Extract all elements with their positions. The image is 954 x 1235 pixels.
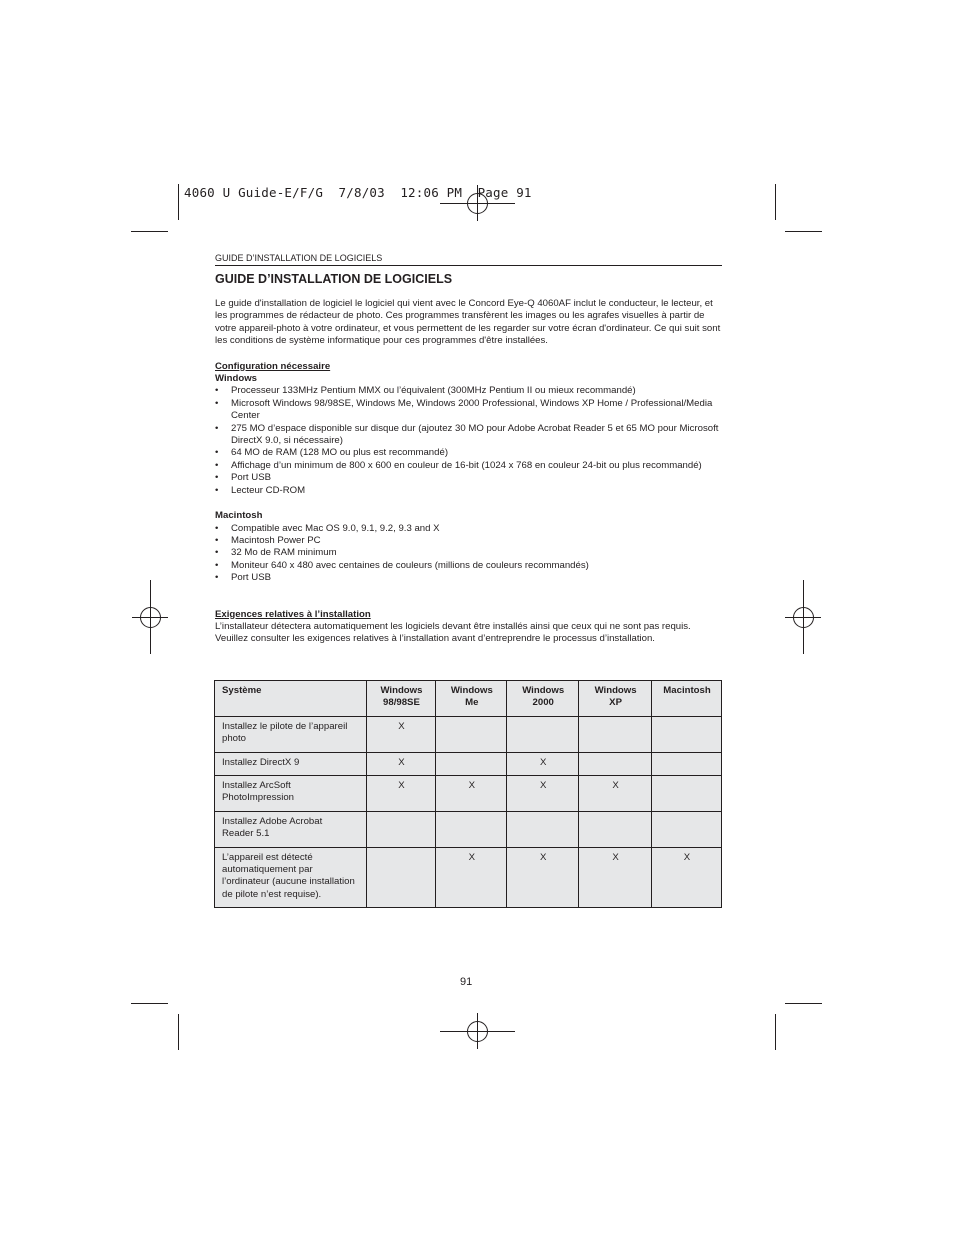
config-heading: Configuration nécessaire [215,360,331,372]
table-cell: X [579,847,652,908]
column-header [366,681,436,717]
row-label [215,716,367,752]
table-cell: X [579,776,652,812]
cell-text-line: Macintosh [663,685,711,696]
list-item-text: Macintosh Power PC [231,534,321,546]
cell-text-line: Installez le pilote de l’appareil [222,720,348,732]
cell-text-line: Reader 5.1 [222,828,270,840]
header-divider [215,265,722,266]
page-number: 91 [460,976,473,988]
cell-text-line: PhotoImpression [222,792,294,804]
table-cell: X [507,847,579,908]
bullet-icon: • [215,397,219,409]
list-item [215,572,722,584]
cell-text-line: automatiquement par [222,864,313,876]
table-cell: X [436,847,507,908]
column-header [579,681,652,717]
column-header [436,681,507,717]
list-item [215,447,722,459]
list-item [215,560,722,572]
bullet-icon: • [215,472,219,484]
cell-text-line: Installez ArcSoft [222,780,291,792]
registration-circle-icon [140,607,161,628]
crop-mark [131,231,168,232]
column-header [507,681,579,717]
registration-circle-icon [467,1021,488,1042]
list-item-text: Lecteur CD-ROM [231,484,306,496]
cell-text-line: Système [222,685,262,696]
bullet-icon: • [215,559,219,571]
running-head: GUIDE D’INSTALLATION DE LOGICIELS [215,253,383,263]
table-cell [579,811,652,847]
table-cell [652,752,722,775]
list-item [215,398,722,423]
list-item [215,485,722,497]
column-header [215,681,367,717]
list-item [215,385,722,397]
main-content [215,298,722,646]
table-cell [436,811,507,847]
cell-text-line: Installez DirectX 9 [222,756,300,768]
cell-text-line: l’ordinateur (aucune installation [222,876,355,888]
bullet-icon: • [215,547,219,559]
crop-mark [131,1003,168,1004]
cell-text-line: Windows [522,685,565,696]
table-header-row [215,681,722,717]
row-label [215,776,367,812]
list-item [215,523,722,535]
list-item-text: 275 MO d’espace disponible sur disque dur (ajoutez 30 MO pour Adobe Acrobat Reader 5 et 65 MO pour Microsoft DirectX 9.0, si nécessaire) [231,422,719,447]
table-cell [507,716,579,752]
windows-requirements-list [215,385,722,497]
crop-mark [775,184,776,220]
print-slug: 4060 U Guide-E/F/G 7/8/03 12:06 PM Page 91 [184,185,532,200]
windows-heading: Windows [215,373,258,385]
bullet-icon: • [215,484,219,496]
table-cell [579,716,652,752]
bullet-icon: • [215,572,219,584]
cell-text-line: L’appareil est détecté [222,851,313,863]
crop-mark [178,1014,179,1050]
list-item [215,460,722,472]
cell-text-line: 98/98SE [383,697,420,709]
table-cell: X [507,752,579,775]
table-cell: X [366,752,436,775]
mac-requirements-list [215,523,722,585]
table-cell [366,847,436,908]
list-item-text: Processeur 133MHz Pentium MMX ou l’équivalent (300MHz Pentium II ou mieux recommandé) [231,385,636,397]
list-item-text: 64 MO de RAM (128 MO ou plus est recommandé) [231,447,449,459]
cell-text-line: Installez Adobe Acrobat [222,815,323,827]
cell-text-line: de pilote n’est requise). [222,888,322,900]
install-requirements-table [214,680,722,908]
row-label [215,811,367,847]
table-row [215,716,722,752]
cell-text-line: 2000 [532,697,554,709]
crop-mark [785,1003,822,1004]
table-row [215,752,722,775]
cell-text-line: Windows [380,685,423,696]
cell-text-line: Windows [594,685,637,696]
table-cell: X [366,776,436,812]
table-cell: X [436,776,507,812]
install-req-paragraph: L’installateur détectera automatiquement les logiciels devant être installés ainsi que ceux qui ne sont pas requis. Veuillez consulter les exigences relatives à l’installation avant d’entreprendre le processus d’installation. [215,620,691,645]
table-cell: X [366,716,436,752]
list-item-text: Moniteur 640 x 480 avec centaines de couleurs (millions de couleurs recommandés) [231,559,589,571]
list-item-text: Microsoft Windows 98/98SE, Windows Me, Windows 2000 Professional, Windows XP Home / Professional/Media Center [231,397,713,422]
row-label [215,847,367,908]
table-cell: X [507,776,579,812]
table-cell [579,752,652,775]
table-cell [652,716,722,752]
bullet-icon: • [215,422,219,434]
list-item-text: Compatible avec Mac OS 9.0, 9.1, 9.2, 9.3 and X [231,522,440,534]
table-cell [436,716,507,752]
table-row [215,811,722,847]
page-title: GUIDE D’INSTALLATION DE LOGICIELS [215,272,453,286]
list-item-text: Port USB [231,472,271,484]
table-row [215,847,722,908]
row-label [215,752,367,775]
crop-mark [178,184,179,220]
bullet-icon: • [215,522,219,534]
bullet-icon: • [215,385,219,397]
table-row [215,776,722,812]
list-item [215,423,722,448]
list-item-text: Port USB [231,572,271,584]
cell-text-line: XP [609,697,622,709]
mac-heading: Macintosh [215,510,263,522]
intro-paragraph: Le guide d'installation de logiciel le logiciel qui vient avec le Concord Eye-Q 4060AF inclut le conducteur, le lecteur, et les programmes de rédacteur de photo. Ces programmes transfèrent les images ou les agrafes visuelles à partir de votre appareil-photo à votre ordinateur, et vous permettent de les regarder sur votre écran d'ordinateur. Ce qui suit sont les conditions de système informatique pour ces programmes d'être installées. [215,298,721,347]
list-item-text: Affichage d’un minimum de 800 x 600 en couleur de 16-bit (1024 x 768 en couleur 24-bit ou plus recommandé) [231,459,702,471]
list-item [215,472,722,484]
table-cell [507,811,579,847]
install-req-heading: Exigences relatives à l’installation [215,608,371,620]
cell-text-line: Windows [450,685,493,696]
table-cell [436,752,507,775]
table-cell [366,811,436,847]
list-item-text: 32 Mo de RAM minimum [231,547,337,559]
list-item [215,547,722,559]
cell-text-line: photo [222,733,247,745]
bullet-icon: • [215,459,219,471]
bullet-icon: • [215,447,219,459]
list-item [215,535,722,547]
crop-mark [775,1014,776,1050]
registration-circle-icon [793,607,814,628]
table-cell [652,811,722,847]
table-cell: X [652,847,722,908]
bullet-icon: • [215,534,219,546]
cell-text-line: Me [465,697,479,709]
column-header [652,681,722,717]
table-cell [652,776,722,812]
crop-mark [785,231,822,232]
